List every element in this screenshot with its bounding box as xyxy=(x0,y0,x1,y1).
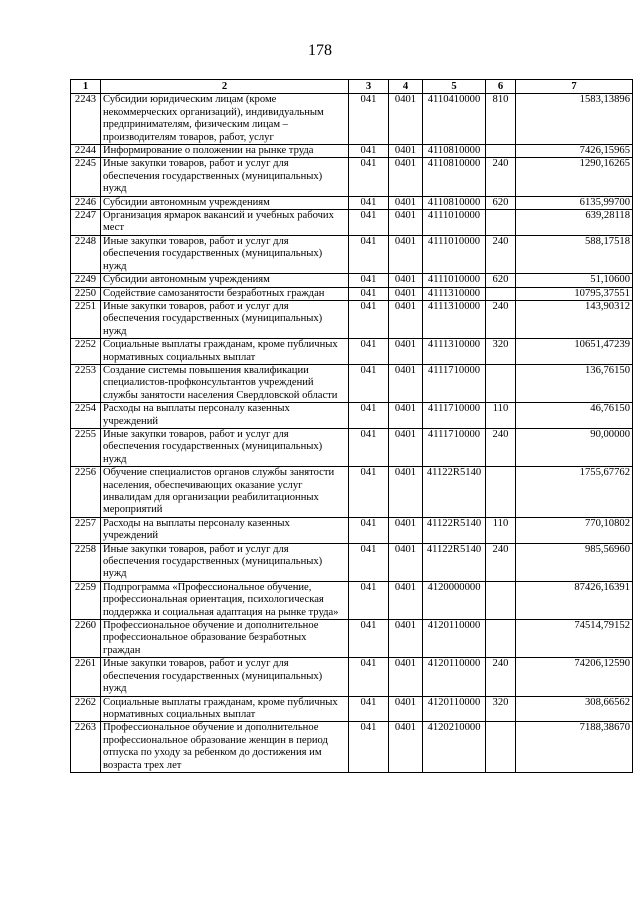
row-department-code: 041 xyxy=(349,196,389,209)
row-number: 2257 xyxy=(71,517,101,543)
row-target-article: 4111010000 xyxy=(423,274,486,287)
column-header: 2 xyxy=(101,80,349,94)
row-name: Обучение специалистов органов службы занятости населения, обеспечивающих оказание услуг инвалидам для организации реабилитационных мероприятий xyxy=(101,467,349,518)
table-row xyxy=(71,274,633,287)
row-amount: 90,00000 xyxy=(516,428,633,466)
row-expense-type: 810 xyxy=(486,94,516,145)
table-row xyxy=(71,287,633,300)
row-amount: 7188,38670 xyxy=(516,722,633,773)
row-section-code: 0401 xyxy=(389,210,423,236)
row-number: 2258 xyxy=(71,543,101,581)
row-section-code: 0401 xyxy=(389,517,423,543)
table-row xyxy=(71,696,633,722)
row-name: Иные закупки товаров, работ и услуг для обеспечения государственных (муниципальных) нужд xyxy=(101,158,349,196)
row-target-article: 4120000000 xyxy=(423,581,486,619)
row-department-code: 041 xyxy=(349,543,389,581)
row-amount: 1290,16265 xyxy=(516,158,633,196)
row-department-code: 041 xyxy=(349,620,389,658)
row-section-code: 0401 xyxy=(389,196,423,209)
row-section-code: 0401 xyxy=(389,543,423,581)
row-name: Профессиональное обучение и дополнительное профессиональное образование безработных граждан xyxy=(101,620,349,658)
row-section-code: 0401 xyxy=(389,235,423,273)
row-expense-type: 620 xyxy=(486,274,516,287)
row-target-article: 4111010000 xyxy=(423,235,486,273)
row-amount: 985,56960 xyxy=(516,543,633,581)
row-target-article: 4111010000 xyxy=(423,210,486,236)
row-name: Субсидии автономным учреждениям xyxy=(101,196,349,209)
row-name: Социальные выплаты гражданам, кроме публичных нормативных социальных выплат xyxy=(101,696,349,722)
page-number: 178 xyxy=(308,42,332,59)
row-section-code: 0401 xyxy=(389,722,423,773)
table-row xyxy=(71,158,633,196)
row-section-code: 0401 xyxy=(389,300,423,338)
row-expense-type: 240 xyxy=(486,300,516,338)
row-name: Организация ярмарок вакансий и учебных рабочих мест xyxy=(101,210,349,236)
row-expense-type: 320 xyxy=(486,339,516,365)
row-target-article: 4111310000 xyxy=(423,300,486,338)
row-section-code: 0401 xyxy=(389,428,423,466)
row-section-code: 0401 xyxy=(389,696,423,722)
row-number: 2252 xyxy=(71,339,101,365)
table-row xyxy=(71,339,633,365)
row-number: 2251 xyxy=(71,300,101,338)
row-section-code: 0401 xyxy=(389,581,423,619)
row-amount: 7426,15965 xyxy=(516,145,633,158)
row-number: 2255 xyxy=(71,428,101,466)
row-name: Расходы на выплаты персоналу казенных учреждений xyxy=(101,403,349,429)
table-row xyxy=(71,581,633,619)
row-section-code: 0401 xyxy=(389,158,423,196)
table-row xyxy=(71,94,633,145)
row-amount: 46,76150 xyxy=(516,403,633,429)
column-header: 6 xyxy=(486,80,516,94)
row-number: 2253 xyxy=(71,364,101,402)
row-number: 2263 xyxy=(71,722,101,773)
row-number: 2249 xyxy=(71,274,101,287)
row-amount: 308,66562 xyxy=(516,696,633,722)
row-department-code: 041 xyxy=(349,145,389,158)
row-section-code: 0401 xyxy=(389,403,423,429)
row-amount: 6135,99700 xyxy=(516,196,633,209)
row-number: 2244 xyxy=(71,145,101,158)
row-amount: 1755,67762 xyxy=(516,467,633,518)
row-amount: 588,17518 xyxy=(516,235,633,273)
table-row xyxy=(71,196,633,209)
row-number: 2260 xyxy=(71,620,101,658)
column-header: 1 xyxy=(71,80,101,94)
row-amount: 74206,12590 xyxy=(516,658,633,696)
row-number: 2247 xyxy=(71,210,101,236)
row-department-code: 041 xyxy=(349,696,389,722)
row-target-article: 4120110000 xyxy=(423,658,486,696)
table-row xyxy=(71,300,633,338)
row-number: 2259 xyxy=(71,581,101,619)
row-department-code: 041 xyxy=(349,364,389,402)
table-row xyxy=(71,517,633,543)
row-expense-type: 620 xyxy=(486,196,516,209)
table-row xyxy=(71,210,633,236)
row-amount: 136,76150 xyxy=(516,364,633,402)
row-target-article: 4120110000 xyxy=(423,620,486,658)
row-section-code: 0401 xyxy=(389,658,423,696)
table-row xyxy=(71,543,633,581)
row-amount: 770,10802 xyxy=(516,517,633,543)
row-name: Создание системы повышения квалификации специалистов-профконсультантов учреждений службы занятости населения Свердловской области xyxy=(101,364,349,402)
row-name: Иные закупки товаров, работ и услуг для обеспечения государственных (муниципальных) нужд xyxy=(101,543,349,581)
row-amount: 1583,13896 xyxy=(516,94,633,145)
row-number: 2262 xyxy=(71,696,101,722)
table-header-row xyxy=(71,80,633,94)
row-target-article: 4111710000 xyxy=(423,403,486,429)
table-row xyxy=(71,658,633,696)
row-department-code: 041 xyxy=(349,581,389,619)
row-department-code: 041 xyxy=(349,94,389,145)
row-name: Профессиональное обучение и дополнительное профессиональное образование женщин в период отпуска по уходу за ребенком до достижения им возраста трех лет xyxy=(101,722,349,773)
table-row xyxy=(71,403,633,429)
column-header: 5 xyxy=(423,80,486,94)
row-target-article: 41122R5140 xyxy=(423,467,486,518)
row-department-code: 041 xyxy=(349,403,389,429)
row-number: 2248 xyxy=(71,235,101,273)
row-target-article: 4111310000 xyxy=(423,339,486,365)
row-number: 2245 xyxy=(71,158,101,196)
row-department-code: 041 xyxy=(349,517,389,543)
row-section-code: 0401 xyxy=(389,94,423,145)
row-expense-type: 320 xyxy=(486,696,516,722)
row-expense-type xyxy=(486,145,516,158)
row-target-article: 4110810000 xyxy=(423,196,486,209)
row-target-article: 4110810000 xyxy=(423,145,486,158)
row-department-code: 041 xyxy=(349,658,389,696)
row-section-code: 0401 xyxy=(389,287,423,300)
row-number: 2243 xyxy=(71,94,101,145)
row-name: Субсидии юридическим лицам (кроме некоммерческих организаций), индивидуальным предпринимателям, физическим лицам – производителям товаров, работ, услуг xyxy=(101,94,349,145)
table-row xyxy=(71,364,633,402)
row-number: 2250 xyxy=(71,287,101,300)
row-target-article: 4120210000 xyxy=(423,722,486,773)
row-target-article: 4111710000 xyxy=(423,428,486,466)
row-target-article: 4110410000 xyxy=(423,94,486,145)
row-amount: 87426,16391 xyxy=(516,581,633,619)
row-expense-type: 110 xyxy=(486,403,516,429)
row-expense-type xyxy=(486,287,516,300)
row-amount: 51,10600 xyxy=(516,274,633,287)
row-department-code: 041 xyxy=(349,274,389,287)
row-name: Расходы на выплаты персоналу казенных учреждений xyxy=(101,517,349,543)
row-expense-type: 240 xyxy=(486,428,516,466)
row-name: Иные закупки товаров, работ и услуг для обеспечения государственных (муниципальных) нужд xyxy=(101,428,349,466)
row-number: 2254 xyxy=(71,403,101,429)
row-department-code: 041 xyxy=(349,467,389,518)
row-number: 2256 xyxy=(71,467,101,518)
row-department-code: 041 xyxy=(349,158,389,196)
row-section-code: 0401 xyxy=(389,339,423,365)
row-expense-type xyxy=(486,210,516,236)
row-expense-type xyxy=(486,364,516,402)
row-target-article: 41122R5140 xyxy=(423,517,486,543)
row-section-code: 0401 xyxy=(389,145,423,158)
row-expense-type: 110 xyxy=(486,517,516,543)
row-section-code: 0401 xyxy=(389,364,423,402)
row-amount: 143,90312 xyxy=(516,300,633,338)
row-name: Иные закупки товаров, работ и услуг для обеспечения государственных (муниципальных) нужд xyxy=(101,658,349,696)
row-department-code: 041 xyxy=(349,722,389,773)
row-target-article: 4110810000 xyxy=(423,158,486,196)
row-name: Содействие самозанятости безработных граждан xyxy=(101,287,349,300)
row-target-article: 4120110000 xyxy=(423,696,486,722)
budget-table xyxy=(70,79,633,773)
table-row xyxy=(71,235,633,273)
row-section-code: 0401 xyxy=(389,620,423,658)
column-header: 7 xyxy=(516,80,633,94)
row-number: 2261 xyxy=(71,658,101,696)
table-row xyxy=(71,722,633,773)
row-amount: 10651,47239 xyxy=(516,339,633,365)
row-expense-type: 240 xyxy=(486,158,516,196)
row-section-code: 0401 xyxy=(389,467,423,518)
row-department-code: 041 xyxy=(349,235,389,273)
column-header: 3 xyxy=(349,80,389,94)
table-row xyxy=(71,145,633,158)
row-name: Иные закупки товаров, работ и услуг для обеспечения государственных (муниципальных) нужд xyxy=(101,235,349,273)
row-amount: 639,28118 xyxy=(516,210,633,236)
row-target-article: 4111710000 xyxy=(423,364,486,402)
row-name: Иные закупки товаров, работ и услуг для обеспечения государственных (муниципальных) нужд xyxy=(101,300,349,338)
row-expense-type: 240 xyxy=(486,235,516,273)
row-expense-type xyxy=(486,581,516,619)
row-expense-type xyxy=(486,722,516,773)
row-number: 2246 xyxy=(71,196,101,209)
row-expense-type xyxy=(486,467,516,518)
row-target-article: 4111310000 xyxy=(423,287,486,300)
row-department-code: 041 xyxy=(349,339,389,365)
row-department-code: 041 xyxy=(349,210,389,236)
column-header: 4 xyxy=(389,80,423,94)
row-name: Субсидии автономным учреждениям xyxy=(101,274,349,287)
row-expense-type: 240 xyxy=(486,543,516,581)
row-amount: 10795,37551 xyxy=(516,287,633,300)
row-target-article: 41122R5140 xyxy=(423,543,486,581)
row-expense-type: 240 xyxy=(486,658,516,696)
row-name: Социальные выплаты гражданам, кроме публичных нормативных социальных выплат xyxy=(101,339,349,365)
row-amount: 74514,79152 xyxy=(516,620,633,658)
row-section-code: 0401 xyxy=(389,274,423,287)
row-name: Подпрограмма «Профессиональное обучение, профессиональная ориентация, психологическая поддержка и социальная адаптация на рынке труда» xyxy=(101,581,349,619)
row-department-code: 041 xyxy=(349,428,389,466)
table-row xyxy=(71,620,633,658)
row-department-code: 041 xyxy=(349,300,389,338)
row-expense-type xyxy=(486,620,516,658)
row-department-code: 041 xyxy=(349,287,389,300)
row-name: Информирование о положении на рынке труда xyxy=(101,145,349,158)
table-row xyxy=(71,428,633,466)
table-row xyxy=(71,467,633,518)
